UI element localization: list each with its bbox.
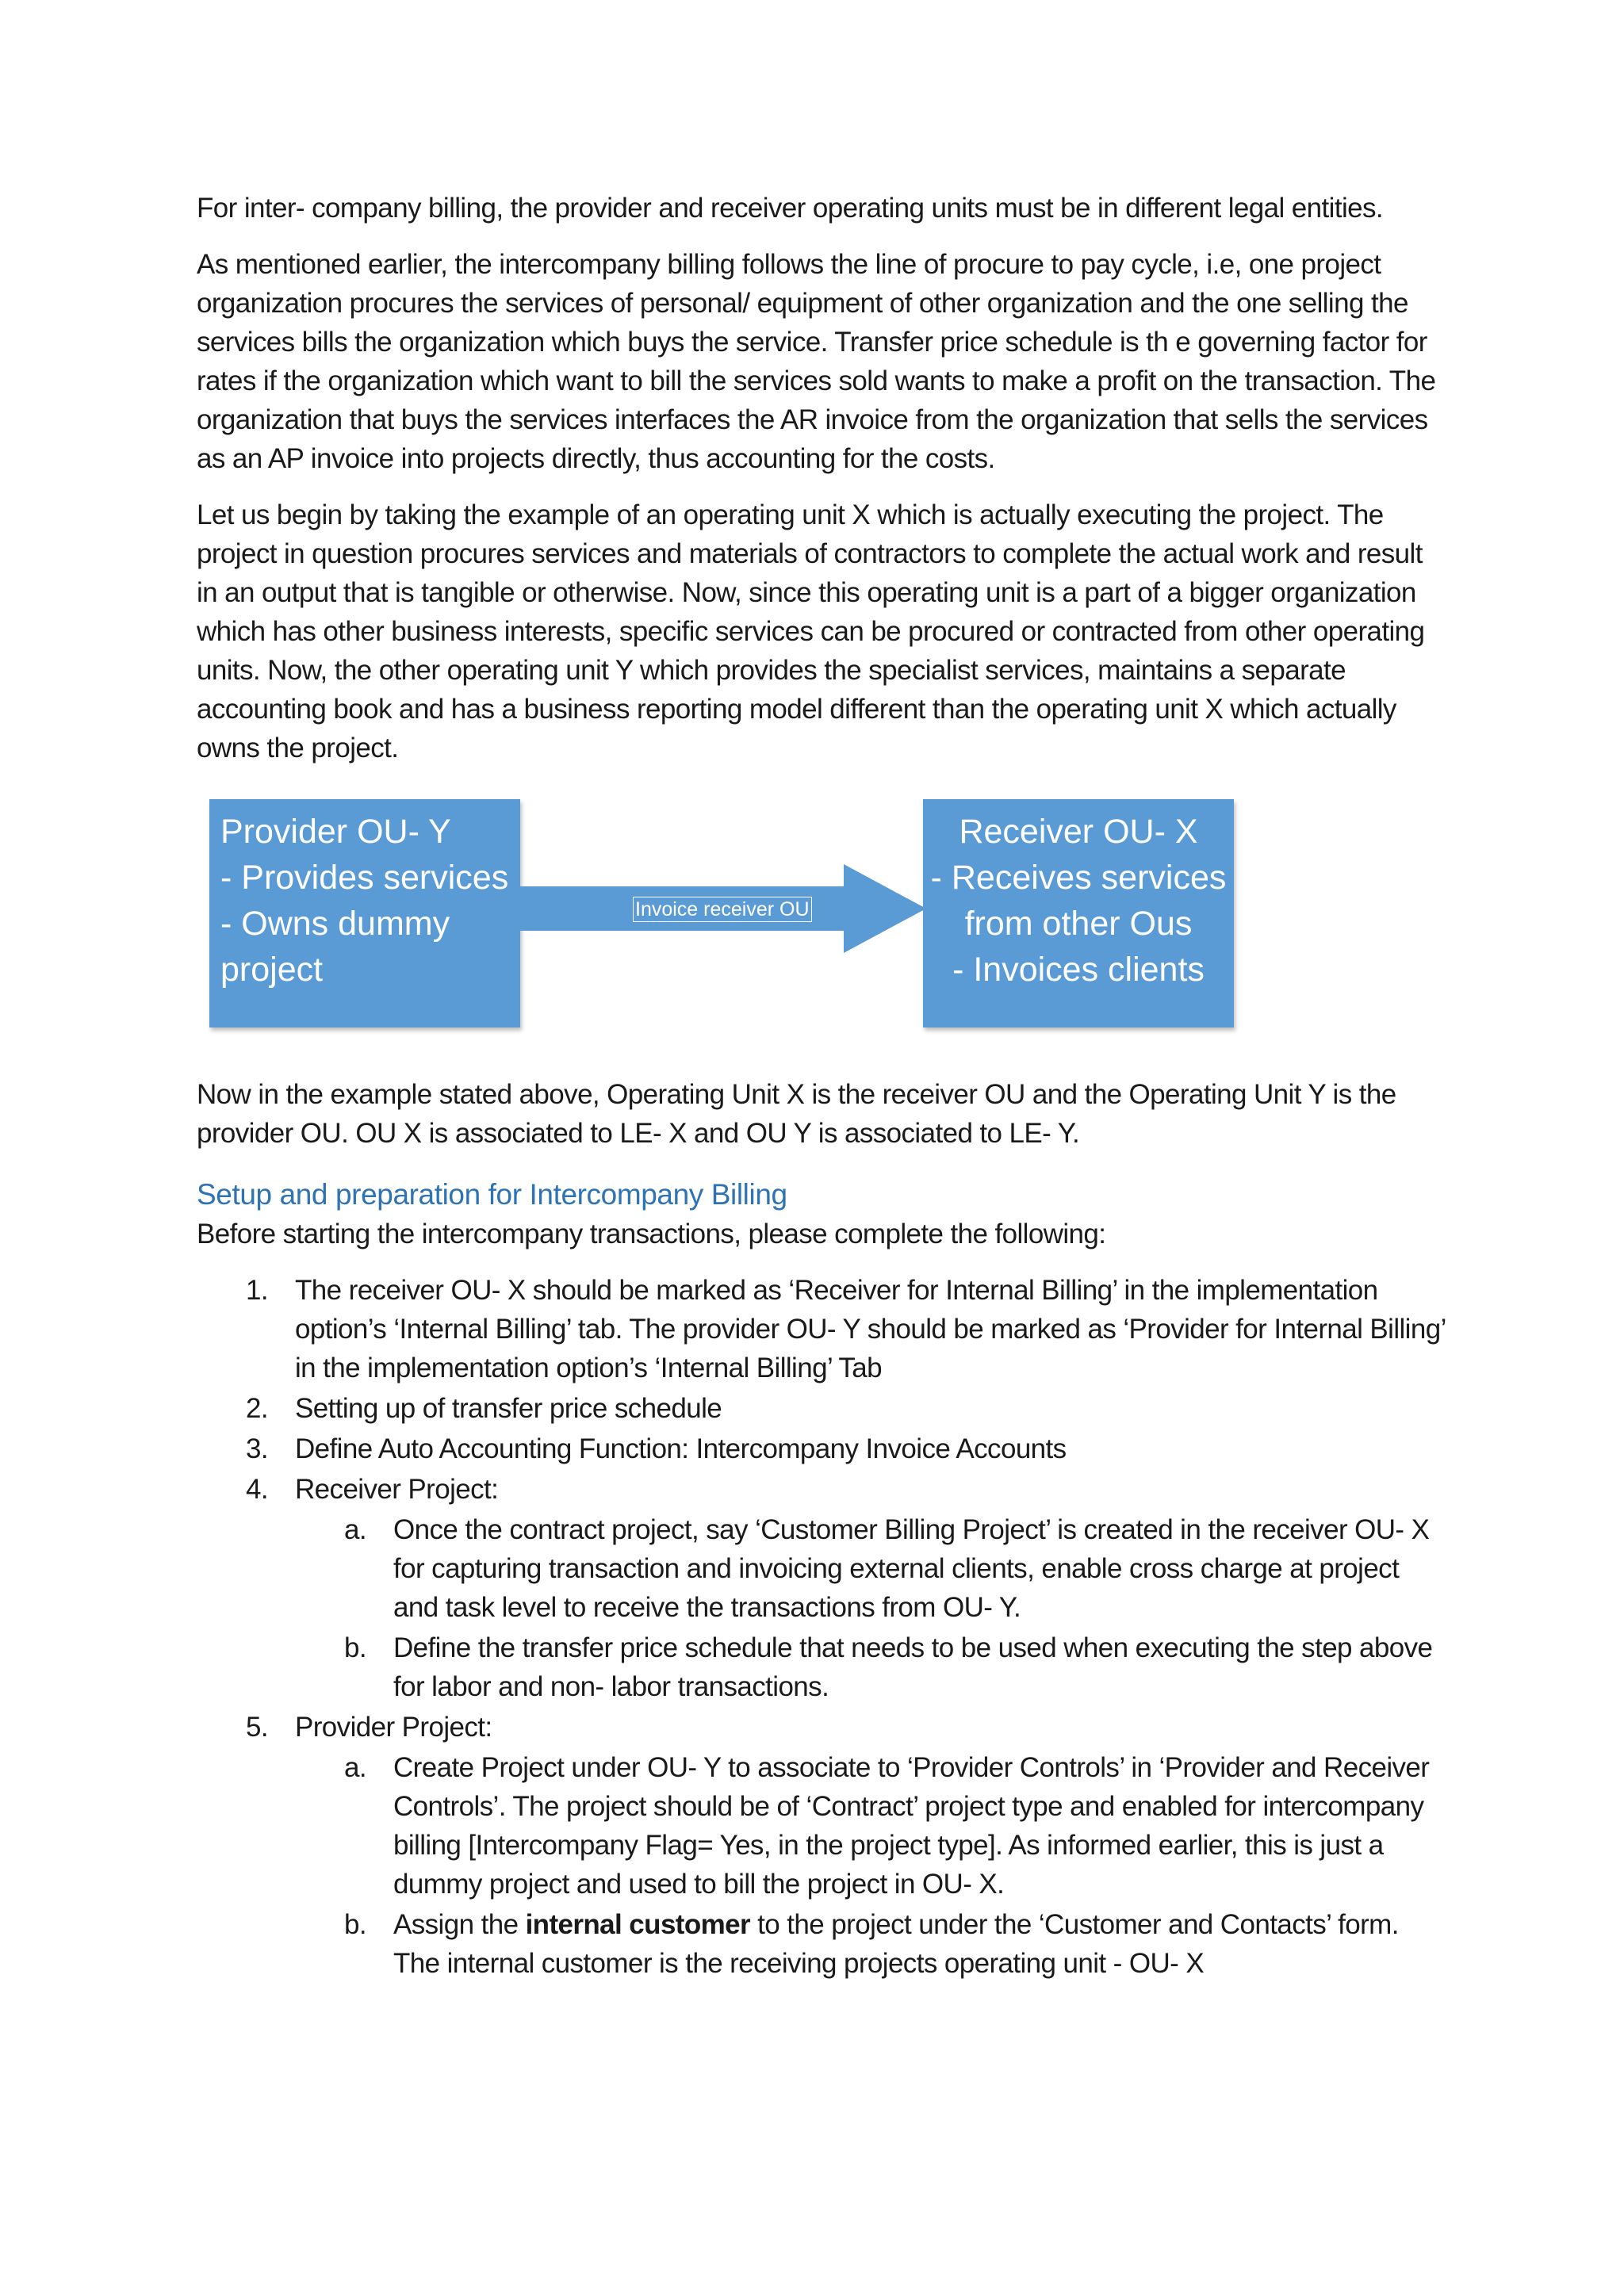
list-item: [295, 1748, 1450, 1904]
paragraph-procure-to-pay: As mentioned earlier, the intercompany billing follows the line of procure to pay cycle, i.e, one project organization procures the services of personal/ equipment of other organization and the one selling the services bills the organization which buys the service. Transfer price schedule is th e governing factor for rates if the organization which want to bill the services sold wants to make a profit on the transaction. The organization that buys the services interfaces the AR invoice from the organization that sells the services as an AP invoice into projects directly, thus accounting for the costs.: [197, 249, 1436, 474]
receiver-line: from other Ous: [964, 905, 1193, 943]
provider-line: project: [220, 951, 324, 989]
substep-letter: b.: [344, 1632, 366, 1663]
substep-letter: a.: [344, 1752, 366, 1783]
provider-line: - Owns dummy: [220, 905, 450, 943]
substep-letter: b.: [344, 1909, 366, 1940]
provider-ou-box: [209, 799, 520, 1027]
paragraph-before-starting: Before starting the intercompany transactions, please complete the following:: [197, 1219, 1106, 1249]
internal-customer-emphasis: internal customer: [525, 1909, 751, 1940]
receiver-line: - Invoices clients: [952, 951, 1205, 989]
receiver-line: Receiver OU- X: [959, 813, 1198, 851]
paragraph-intro: For inter- company billing, the provider and receiver operating units must be in different legal entities.: [197, 193, 1384, 224]
step-number: 5.: [246, 1712, 268, 1743]
step-text: Receiver Project:: [295, 1474, 499, 1505]
substep-text-suffix: to the project under the ‘Customer and Contacts’ form. The internal customer is the receiving projects operating unit - OU- X: [393, 1909, 1399, 1979]
list-item: [197, 1429, 1450, 1468]
list-item: [295, 1628, 1450, 1706]
section-heading: Setup and preparation for Intercompany Billing: [197, 1178, 787, 1211]
step-text: Setting up of transfer price schedule: [295, 1393, 722, 1424]
arrow-label: Invoice receiver OU: [633, 897, 812, 922]
setup-steps-list: [197, 1271, 1450, 1983]
ou-flow-diagram: [197, 791, 1450, 1061]
paragraph-receiver-provider: Now in the example stated above, Operating Unit X is the receiver OU and the Operating Unit Y is the provider OU. OU X is associated to LE- X and OU Y is associated to LE- Y.: [197, 1079, 1396, 1149]
step-text: Define Auto Accounting Function: Intercompany Invoice Accounts: [295, 1433, 1067, 1464]
list-item: [197, 1708, 1450, 1983]
substep-text: Create Project under OU- Y to associate to ‘Provider Controls’ in ‘Provider and Receiver Controls’. The project should be of ‘Contract’ project type and enabled for intercompany billing [Intercompany Flag= Yes, in the project type]. As informed earlier, this is just a dummy project and used to bill the project in OU- X.: [393, 1752, 1430, 1900]
list-item: [197, 1470, 1450, 1706]
list-item: [197, 1389, 1450, 1428]
provider-line: Provider OU- Y: [220, 813, 451, 851]
substep-text: Once the contract project, say ‘Customer Billing Project’ is created in the receiver OU- X for capturing transaction and invoicing external clients, enable cross charge at project and task level to receive the transactions from OU- Y.: [393, 1514, 1430, 1623]
step-number: 1.: [246, 1275, 268, 1306]
provider-substeps: [295, 1748, 1450, 1983]
list-item: [295, 1905, 1450, 1983]
step-number: 2.: [246, 1393, 268, 1424]
step-number: 3.: [246, 1433, 268, 1464]
step-text: Provider Project:: [295, 1712, 492, 1743]
substep-text: Define the transfer price schedule that needs to be used when executing the step above for labor and non- labor transactions.: [393, 1632, 1433, 1702]
substep-text-prefix: Assign the: [393, 1909, 526, 1940]
step-text: The receiver OU- X should be marked as ‘Receiver for Internal Billing’ in the implementation option’s ‘Internal Billing’ tab. The provider OU- Y should be marked as ‘Provider for Internal Billing’ in the implementation option’s ‘Internal Billing’ Tab: [295, 1275, 1446, 1383]
step-number: 4.: [246, 1474, 268, 1505]
provider-line: - Provides services: [220, 859, 509, 897]
substep-letter: a.: [344, 1514, 366, 1545]
receiver-line: - Receives services: [930, 859, 1227, 897]
receiver-substeps: [295, 1510, 1450, 1706]
list-item: [295, 1510, 1450, 1627]
document-page: [197, 189, 1450, 1983]
paragraph-example: Let us begin by taking the example of an operating unit X which is actually executing the project. The project in question procures services and materials of contractors to complete the actual work and result in an output that is tangible or otherwise. Now, since this operating unit is a part of a bigger organization which has other business interests, specific services can be procured or contracted from other operating units. Now, the other operating unit Y which provides the specialist services, maintains a separate accounting book and has a business reporting model different than the operating unit X which actually owns the project.: [197, 499, 1425, 763]
receiver-ou-box: [923, 799, 1234, 1027]
list-item: [197, 1271, 1450, 1387]
